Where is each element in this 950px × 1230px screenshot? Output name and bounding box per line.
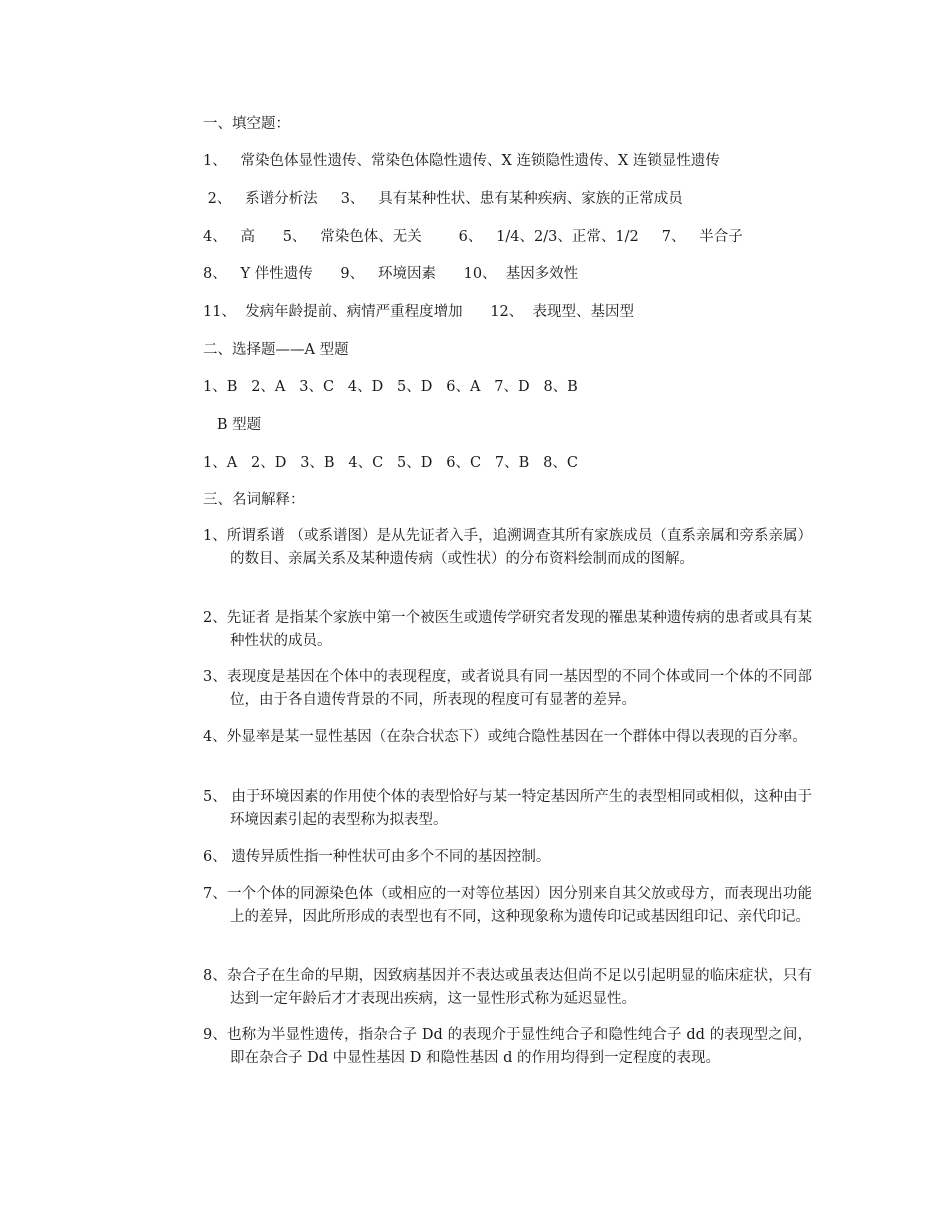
definition-item: 2、先证者 是指某个家族中第一个被医生或遗传学研究者发现的罹患某种遗传病的患者或具有某种性状的成员。: [203, 610, 812, 649]
definition-item: 7、一个个体的同源染色体（或相应的一对等位基因）因分别来自其父放或母方，而表现出功能上的差异，因此所形成的表型也有不同，这种现象称为遗传印记或基因组印记、亲代印记。: [203, 886, 812, 925]
fill-in-answer-line: 8、 Y 伴性遗传 9、 环境因素 10、 基因多效性: [203, 266, 579, 282]
definition-item: 6、 遗传异质性指一种性状可由多个不同的基因控制。: [203, 849, 551, 865]
fill-in-answer-line: 1、 常染色体显性遗传、常染色体隐性遗传、X 连锁隐性遗传、X 连锁显性遗传: [203, 153, 720, 169]
fill-in-answer-line: 11、 发病年龄提前、病情严重程度增加 12、 表现型、基因型: [203, 304, 634, 320]
definition-item: 8、杂合子在生命的早期，因致病基因并不表达或虽表达但尚不足以引起明显的临床症状，只有达到一定年龄后才才表现出疾病，这一显性形式称为延迟显性。: [203, 968, 812, 1007]
definition-item: 4、外显率是某一显性基因（在杂合状态下）或纯合隐性基因在一个群体中得以表现的百分率。: [203, 729, 807, 745]
choice-answers-a: 1、B 2、A 3、C 4、D 5、D 6、A 7、D 8、B: [203, 379, 578, 395]
definition-item: 5、 由于环境因素的作用使个体的表型恰好与某一特定基因所产生的表型相同或相似，这种由于环境因素引起的表型称为拟表型。: [203, 789, 812, 828]
section-heading-definitions: 三、名词解释：: [203, 492, 305, 508]
fill-in-answer-line: 4、 高 5、 常染色体、无关 6、 1/4、2/3、正常、1/2 7、 半合子: [203, 229, 743, 245]
choice-answers-b: 1、A 2、D 3、B 4、C 5、D 6、C 7、B 8、C: [203, 455, 578, 471]
section-heading-fill-in: 一、填空题：: [203, 116, 290, 132]
definition-item: 1、所谓系谱 （或系谱图）是从先证者入手，追溯调查其所有家族成员（直系亲属和旁系亲属）的数目、亲属关系及某种遗传病（或性状）的分布资料绘制而成的图解。: [203, 528, 812, 567]
fill-in-answer-line: 2、 系谱分析法 3、 具有某种性状、患有某种疾病、家族的正常成员: [203, 191, 683, 207]
definition-item: 3、表现度是基因在个体中的表现程度，或者说具有同一基因型的不同个体或同一个体的不同部位，由于各自遗传背景的不同，所表现的程度可有显著的差异。: [203, 669, 812, 708]
definition-item: 9、也称为半显性遗传，指杂合子 Dd 的表现介于显性纯合子和隐性纯合子 dd 的表现型之间，即在杂合子 Dd 中显性基因 D 和隐性基因 d 的作用均得到一定程度的表现。: [203, 1027, 812, 1066]
section-heading-multiple-choice: 二、选择题——A 型题: [203, 342, 349, 358]
subheading-b-type: B 型题: [203, 417, 262, 433]
